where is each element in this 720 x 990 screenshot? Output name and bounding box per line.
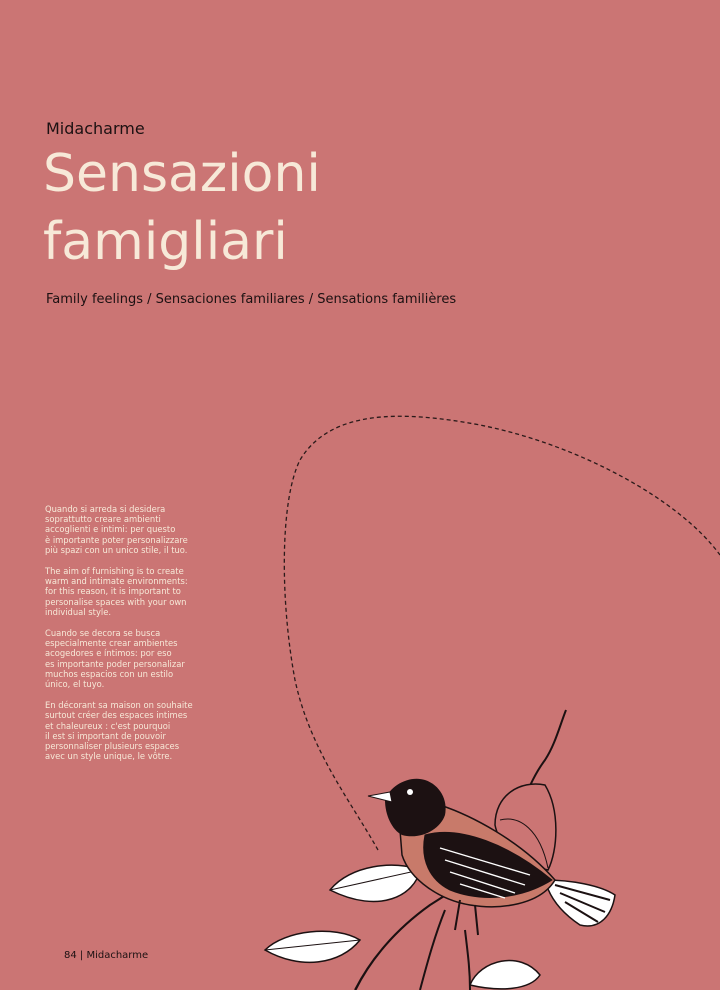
title-line-2: famigliari — [43, 212, 288, 272]
paragraph-italian: Quando si arreda si desidera soprattutto creare ambienti accoglienti e intimi: per questo è importante poter personalizzare più spazi con un unico stile, il tuo. — [45, 504, 188, 555]
paragraph-french: En décorant sa maison on souhaite surtout créer des espaces intimes et chaleureux : c'est pourquoi il est si important de pouvoir personnaliser plusieurs espaces avec un style unique, le vôtre. — [45, 700, 193, 762]
paragraph-english: The aim of furnishing is to create warm and intimate environments: for this reason, it is important to personalise spaces with your own individual style. — [45, 566, 188, 617]
page-brand: Midacharme — [46, 119, 145, 138]
flight-path — [284, 416, 720, 850]
page-footer: 84 | Midacharme — [64, 950, 149, 961]
title-line-1: Sensazioni — [43, 144, 321, 204]
page-subtitle: Family feelings / Sensaciones familiares / Sensations familières — [46, 292, 457, 307]
paragraph-spanish: Cuando se decora se busca especialmente crear ambientes acogedores e íntimos: por eso es importante poder personalizar muchos espacios con un estilo único, el tuyo. — [45, 628, 185, 690]
bird-icon — [368, 779, 615, 935]
